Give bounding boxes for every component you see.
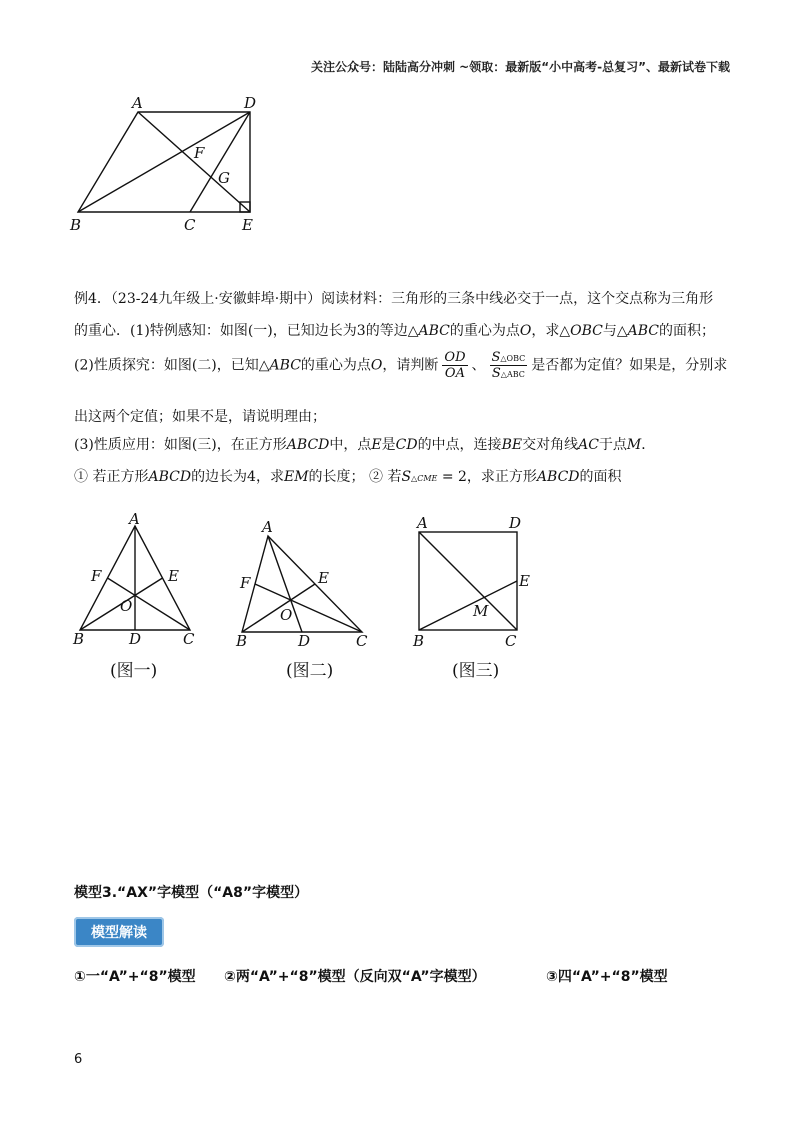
label-C: C: [184, 216, 196, 234]
fig1-label-O: O: [120, 597, 133, 615]
fig1-label-C: C: [183, 630, 195, 648]
model-item-1: ①一“A”+“8”模型: [74, 969, 196, 985]
figure-parallelogram: [60, 90, 280, 240]
fig2-label-O: O: [280, 606, 293, 624]
fig1-label-B: B: [73, 630, 85, 648]
example-line-5: (3)性质应用：如图(三)，在正方形ABCD中，点E是CD的中点，连接BE交对角线AC于点M．: [74, 437, 656, 453]
fig3-label-E: E: [519, 572, 530, 590]
example-line-4: 出这两个定值；如果不是，请说明理由；: [74, 409, 326, 425]
model-item-3: ③四“A”+“8”模型: [546, 969, 668, 985]
label-D: D: [244, 94, 257, 112]
fig2-label-F: F: [240, 574, 251, 592]
figure-2-caption: (图二): [286, 661, 334, 681]
fig1-label-A: A: [129, 510, 140, 528]
model-item-2: ②两“A”+“8”模型（反向双“A”字模型）: [224, 969, 486, 985]
fraction-od-oa: $\frac{OD}{OA}$: [444, 350, 466, 381]
page-header: 关注公众号：陆陆高分冲刺 ~领取：最新版“小中高考-总复习”、最新试卷下载: [311, 60, 730, 74]
figure-2-triangle: [232, 512, 382, 652]
fig2-label-C: C: [356, 632, 368, 650]
figure-3-caption: (图三): [452, 661, 500, 681]
example-line-2: 的重心．(1)特例感知：如图(一)，已知边长为3的等边△ABC的重心为点O，求△OBC与△ABC的面积；: [74, 323, 715, 339]
label-E: E: [242, 216, 253, 234]
fig3-label-B: B: [413, 632, 425, 650]
page-number: 6: [74, 1052, 83, 1067]
example-line-1: 例4．（23-24九年级上·安徽蚌埠·期中）阅读材料：三角形的三条中线必交于一点，这个交点称为三角形: [74, 291, 714, 307]
fig1-label-D: D: [129, 630, 142, 648]
label-G: G: [218, 169, 230, 187]
example-line-6: ① 若正方形ABCD的边长为4，求EM的长度； ② 若S△CME = 2，求正方形ABCD的面积: [74, 469, 622, 485]
figure-1-caption: (图一): [110, 661, 158, 681]
fraction-area-ratio: $\frac{\text{S△OBC}}{\text{S△ABC}}$: [491, 350, 526, 381]
figure-1-equilateral: [65, 510, 215, 650]
fig1-label-F: F: [91, 567, 102, 585]
label-A: A: [132, 94, 143, 112]
fig3-label-D: D: [509, 514, 522, 532]
fig2-label-B: B: [236, 632, 248, 650]
label-F: F: [194, 144, 205, 162]
example-line-3: (2)性质探究：如图(二)，已知△ABC的重心为点O，请判断 $\frac{OD}{OA}$ 、 $\frac{\text{S△OBC}}{\text{S△ABC}}$ 是否都为定值？如果是，分别求: [74, 350, 728, 381]
fig3-label-A: A: [417, 514, 428, 532]
fig2-label-E: E: [318, 569, 329, 587]
figure-3-square: [405, 512, 545, 652]
model-title: 模型3.“AX”字模型（“A8”字模型）: [74, 885, 309, 901]
model-badge: 模型解读: [74, 917, 164, 947]
fig3-label-C: C: [505, 632, 517, 650]
fig1-label-E: E: [168, 567, 179, 585]
fig3-label-M: M: [473, 602, 489, 620]
label-B: B: [70, 216, 82, 234]
fig2-label-A: A: [262, 518, 273, 536]
fig2-label-D: D: [298, 632, 311, 650]
